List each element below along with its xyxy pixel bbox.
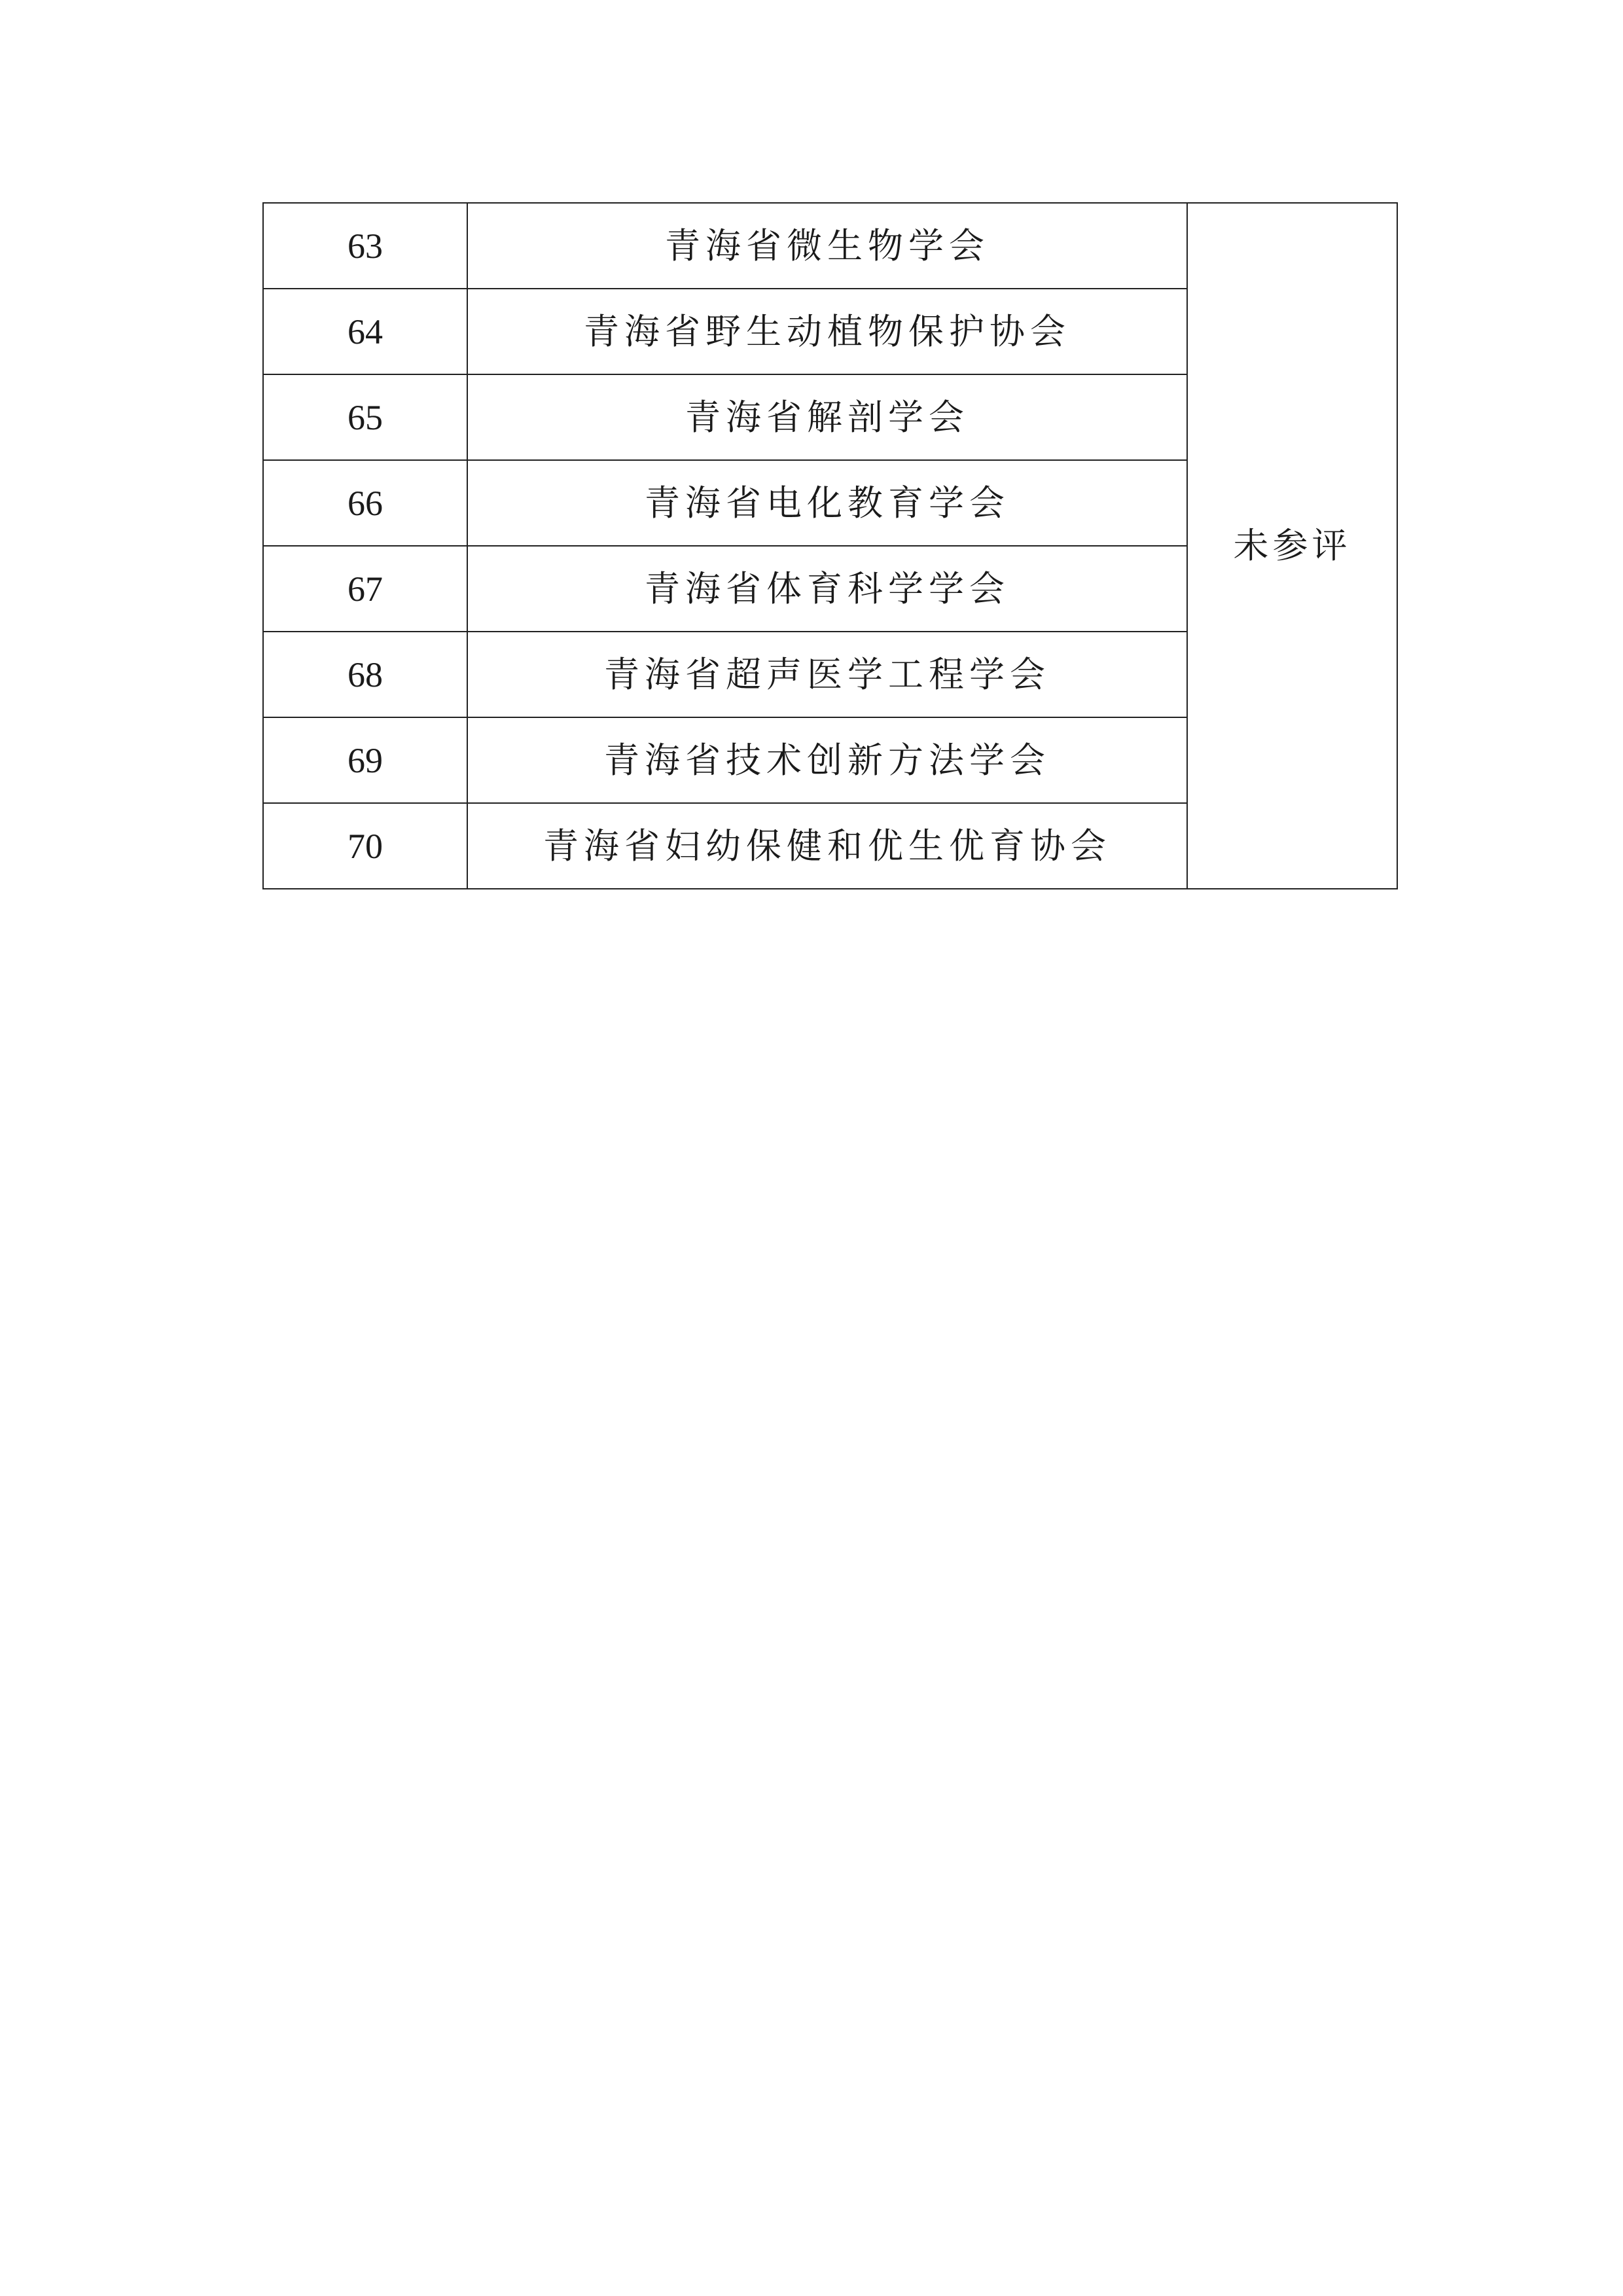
status-cell: 未参评 — [1187, 203, 1397, 889]
row-number: 65 — [263, 374, 467, 460]
row-number: 63 — [263, 203, 467, 289]
organization-name: 青海省微生物学会 — [467, 203, 1187, 289]
organization-name: 青海省妇幼保健和优生优育协会 — [467, 803, 1187, 889]
row-number: 64 — [263, 289, 467, 374]
row-number: 67 — [263, 546, 467, 632]
organization-table — [262, 202, 1398, 889]
row-number: 70 — [263, 803, 467, 889]
table-row — [263, 203, 1397, 289]
organization-name: 青海省超声医学工程学会 — [467, 632, 1187, 717]
row-number: 69 — [263, 717, 467, 803]
organization-name: 青海省野生动植物保护协会 — [467, 289, 1187, 374]
organization-name: 青海省技术创新方法学会 — [467, 717, 1187, 803]
organization-name: 青海省解剖学会 — [467, 374, 1187, 460]
organization-name: 青海省体育科学学会 — [467, 546, 1187, 632]
organization-name: 青海省电化教育学会 — [467, 460, 1187, 546]
row-number: 68 — [263, 632, 467, 717]
row-number: 66 — [263, 460, 467, 546]
